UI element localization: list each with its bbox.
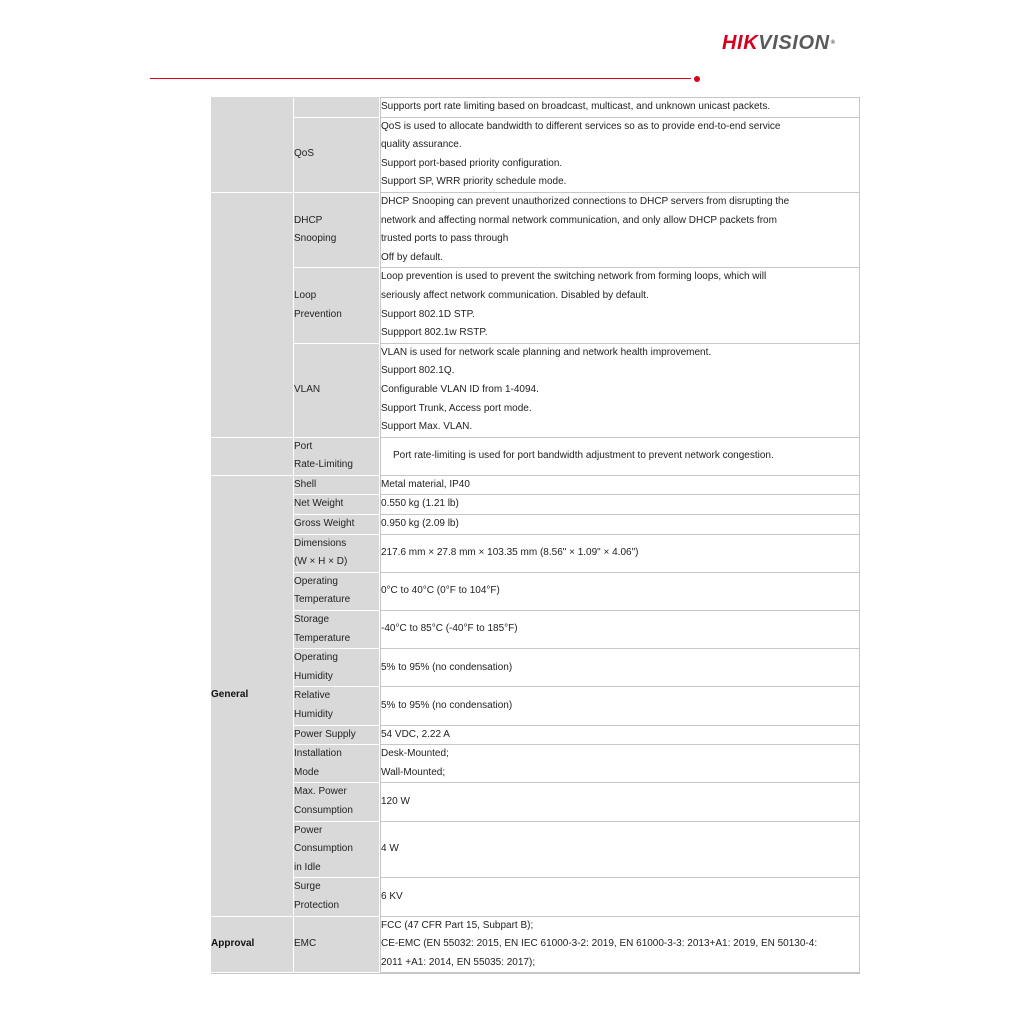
spec-row-shell bbox=[211, 476, 860, 496]
spec-value: 0.950 kg (2.09 lb) bbox=[380, 515, 860, 535]
spec-row-gross-weight bbox=[211, 515, 860, 535]
spec-label: Power Consumption in Idle bbox=[294, 822, 380, 879]
header-rule-dot bbox=[694, 76, 700, 82]
spec-label: Port Rate-Limiting bbox=[294, 438, 380, 476]
section-category: Approval bbox=[211, 917, 294, 974]
spec-row-dimensions-w-h-d bbox=[211, 535, 860, 573]
spec-value: Supports port rate limiting based on broadcast, multicast, and unknown unicast packets. bbox=[380, 97, 860, 118]
spec-row-surge-protection bbox=[211, 878, 860, 916]
spec-label: Power Supply bbox=[294, 726, 380, 746]
spec-value: DHCP Snooping can prevent unauthorized connections to DHCP servers from disrupting the network and affecting normal network communication, and only allow DHCP packets from trusted ports to pass through Off by default. bbox=[380, 193, 860, 268]
spec-value: Desk-Mounted; Wall-Mounted; bbox=[380, 745, 860, 783]
spec-value: 4 W bbox=[380, 822, 860, 879]
spec-row-loop-prevention bbox=[211, 268, 860, 343]
spec-row-power-consumption-in-idle bbox=[211, 822, 860, 879]
spec-label bbox=[294, 97, 380, 118]
spec-value: 5% to 95% (no condensation) bbox=[380, 649, 860, 687]
spec-label: VLAN bbox=[294, 344, 380, 438]
spec-label: Loop Prevention bbox=[294, 268, 380, 343]
spec-label: Operating Temperature bbox=[294, 573, 380, 611]
spec-value: Metal material, IP40 bbox=[380, 476, 860, 496]
spec-value: 120 W bbox=[380, 783, 860, 821]
spec-row-vlan bbox=[211, 344, 860, 438]
spec-value: FCC (47 CFR Part 15, Subpart B); CE-EMC (EN 55032: 2015, EN IEC 61000-3-2: 2019, EN 61000-3-3: 2013+A1: 2019, EN 50130-4: 2011 +A1: 2014, EN 55035: 2017); bbox=[380, 917, 860, 974]
spec-value: Port rate-limiting is used for port bandwidth adjustment to prevent network congestion. bbox=[380, 438, 860, 476]
brand-logo-hik: HIK bbox=[722, 32, 759, 54]
spec-row-power-supply bbox=[211, 726, 860, 746]
spec-label: Operating Humidity bbox=[294, 649, 380, 687]
spec-row-max-power-consumption bbox=[211, 783, 860, 821]
spec-label: Dimensions (W × H × D) bbox=[294, 535, 380, 573]
spec-value: VLAN is used for network scale planning and network health improvement. Support 802.1Q. Configurable VLAN ID from 1-4094. Support Trunk, Access port mode. Support Max. VLAN. bbox=[380, 344, 860, 438]
registered-mark: ® bbox=[830, 40, 836, 46]
spec-label: Storage Temperature bbox=[294, 611, 380, 649]
section-category bbox=[211, 193, 294, 438]
spec-value: QoS is used to allocate bandwidth to different services so as to provide end-to-end service quality assurance. Support port-based priority configuration. Support SP, WRR priority schedule mode. bbox=[380, 118, 860, 193]
spec-value: 217.6 mm × 27.8 mm × 103.35 mm (8.56" × 1.09" × 4.06") bbox=[380, 535, 860, 573]
brand-logo-vision: VISION bbox=[758, 32, 830, 54]
spec-row-installation-mode bbox=[211, 745, 860, 783]
spec-label: Max. Power Consumption bbox=[294, 783, 380, 821]
spec-value: 5% to 95% (no condensation) bbox=[380, 687, 860, 725]
spec-value: 0°C to 40°C (0°F to 104°F) bbox=[380, 573, 860, 611]
spec-row-operating-temperature bbox=[211, 573, 860, 611]
spec-value: 6 KV bbox=[380, 878, 860, 916]
spec-value: 54 VDC, 2.22 A bbox=[380, 726, 860, 746]
spec-label: DHCP Snooping bbox=[294, 193, 380, 268]
specification-table bbox=[211, 97, 860, 974]
spec-row-qos bbox=[211, 118, 860, 193]
section-category bbox=[211, 97, 294, 193]
spec-label: Shell bbox=[294, 476, 380, 496]
section-category bbox=[211, 438, 294, 476]
spec-row-operating-humidity bbox=[211, 649, 860, 687]
spec-row-emc bbox=[211, 917, 860, 974]
spec-row-port-rate-limiting bbox=[211, 438, 860, 476]
spec-label: Surge Protection bbox=[294, 878, 380, 916]
spec-row-dhcp-snooping bbox=[211, 193, 860, 268]
spec-row bbox=[211, 97, 860, 118]
brand-logo bbox=[722, 31, 836, 55]
spec-row-storage-temperature bbox=[211, 611, 860, 649]
spec-value: Loop prevention is used to prevent the switching network from forming loops, which will seriously affect network communication. Disabled by default. Support 802.1D STP. Suppport 802.1w RSTP. bbox=[380, 268, 860, 343]
spec-value: 0.550 kg (1.21 lb) bbox=[380, 495, 860, 515]
spec-label: Installation Mode bbox=[294, 745, 380, 783]
specification-table-body bbox=[211, 97, 860, 973]
spec-label: QoS bbox=[294, 118, 380, 193]
spec-label: Relative Humidity bbox=[294, 687, 380, 725]
spec-label: EMC bbox=[294, 917, 380, 974]
spec-label: Gross Weight bbox=[294, 515, 380, 535]
spec-row-relative-humidity bbox=[211, 687, 860, 725]
spec-row-net-weight bbox=[211, 495, 860, 515]
spec-value: -40°C to 85°C (-40°F to 185°F) bbox=[380, 611, 860, 649]
header-rule bbox=[150, 78, 691, 79]
spec-label: Net Weight bbox=[294, 495, 380, 515]
section-category: General bbox=[211, 476, 294, 917]
